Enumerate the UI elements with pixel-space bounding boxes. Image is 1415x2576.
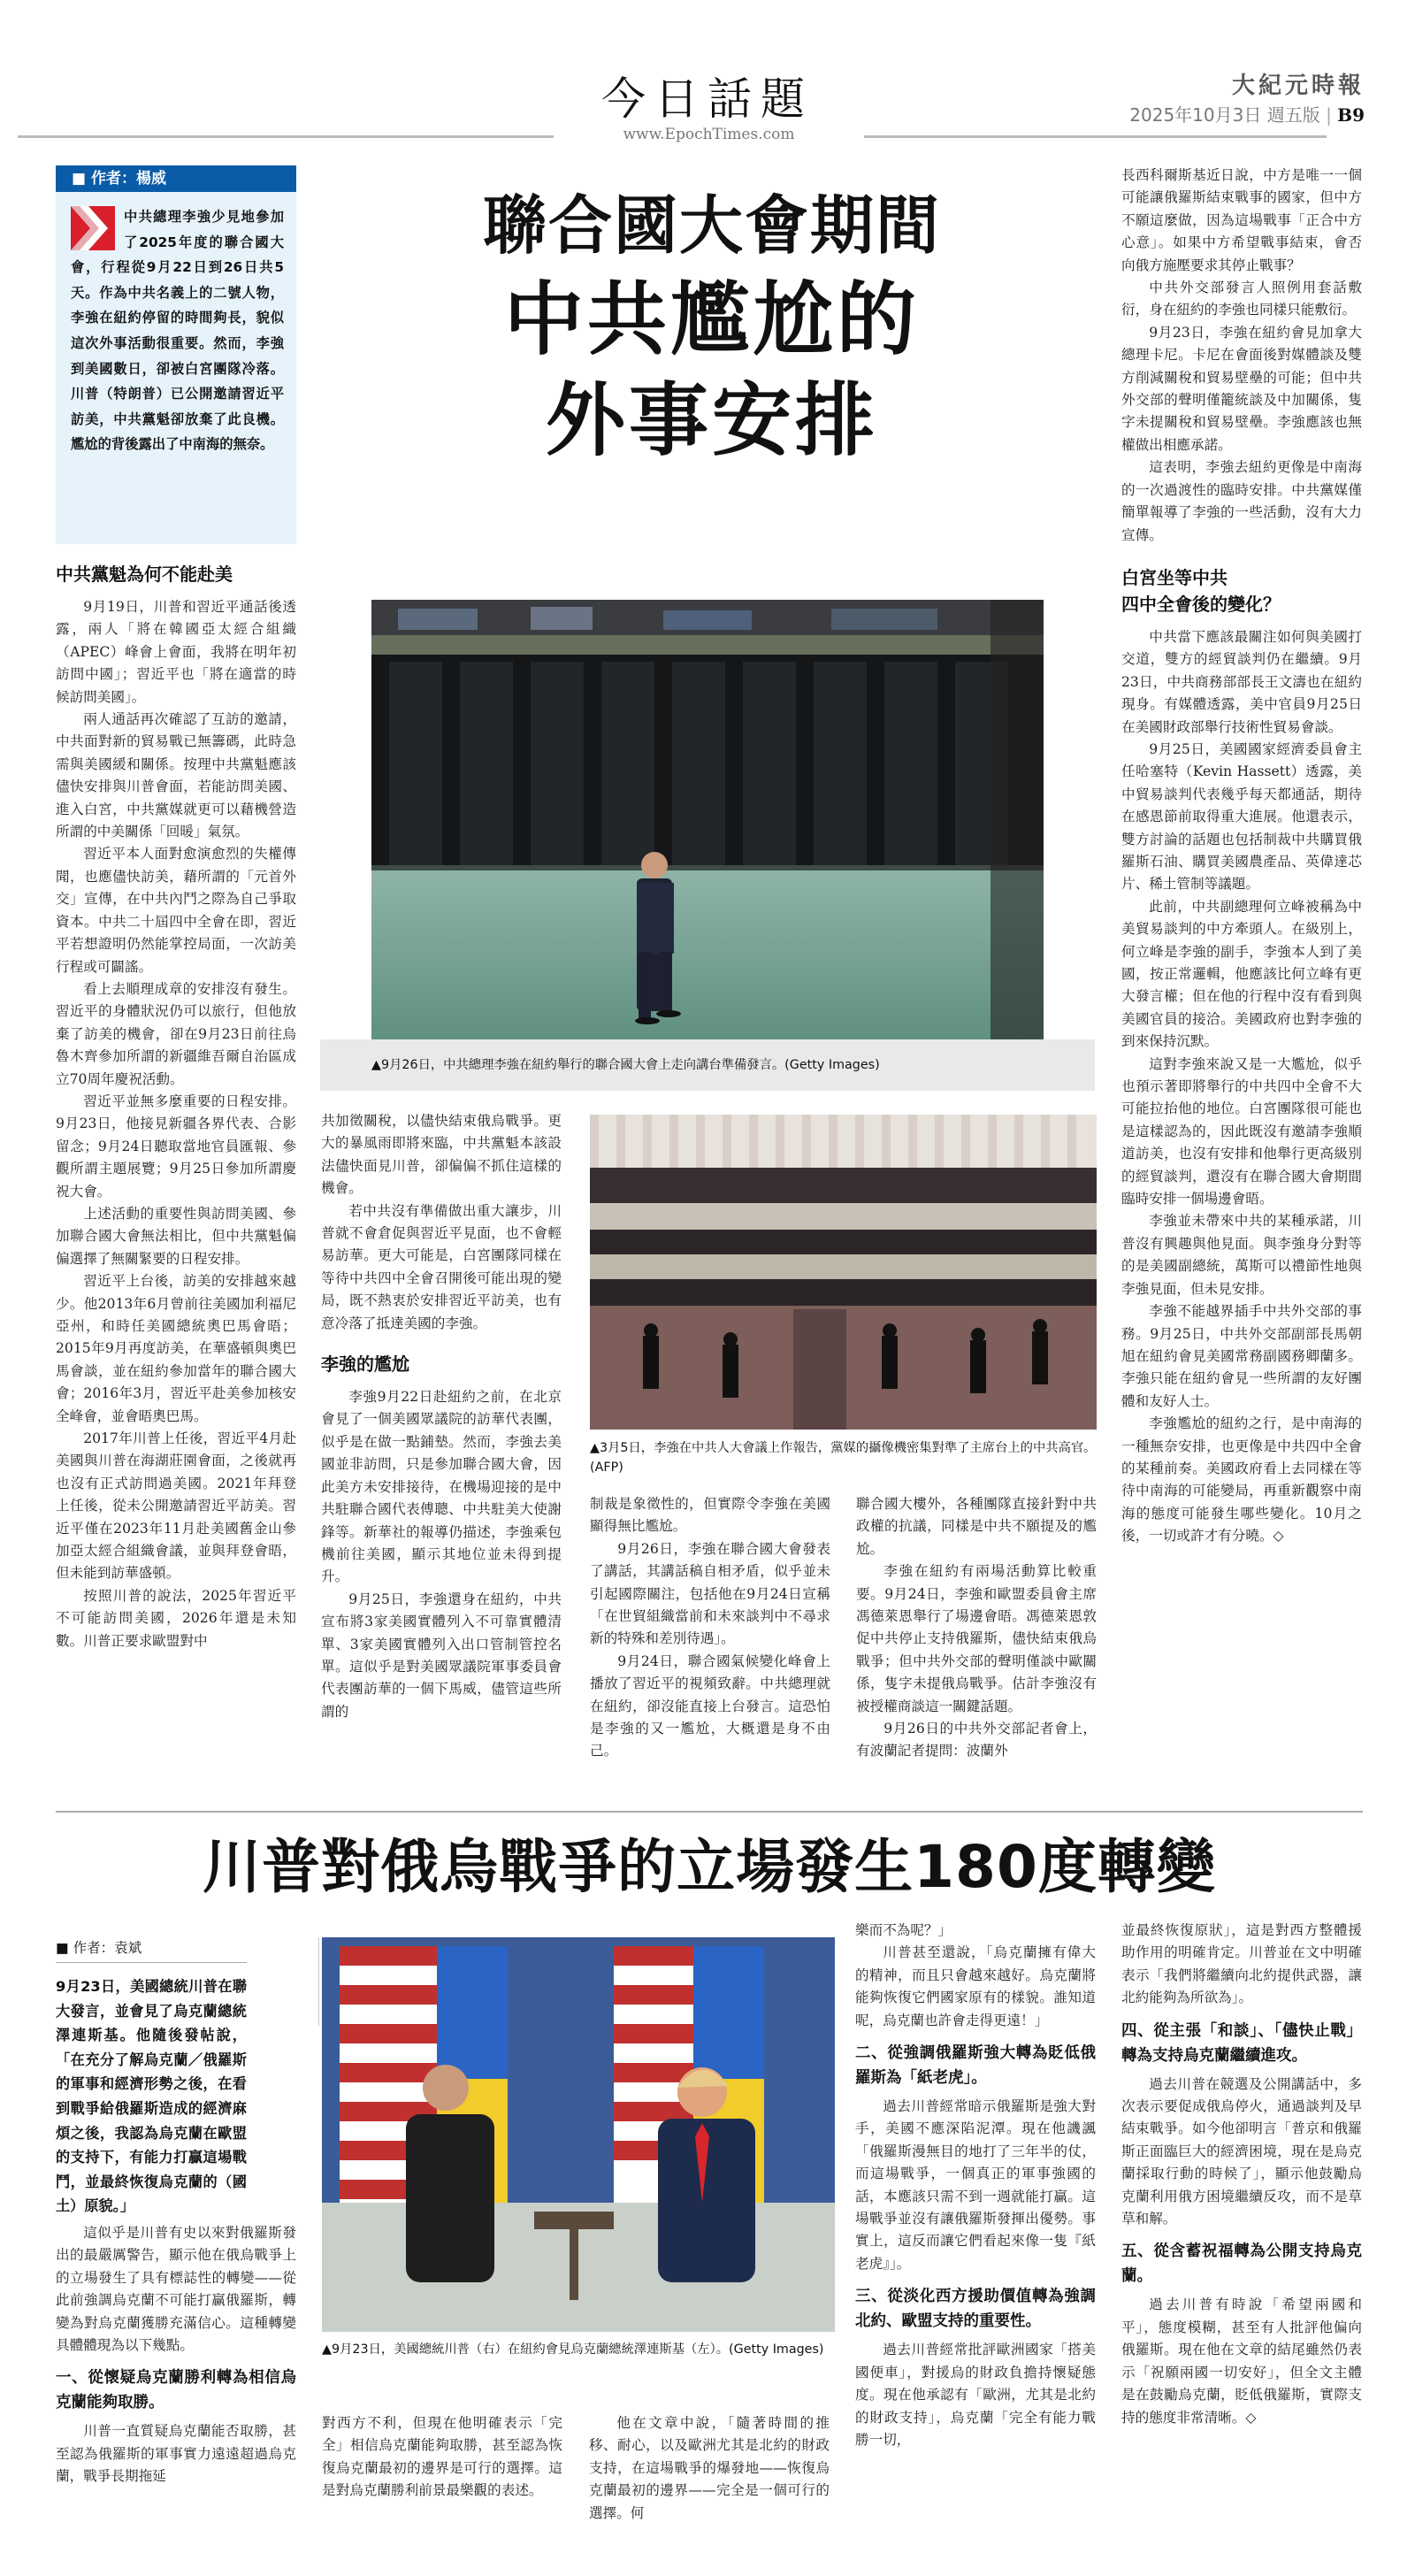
- paragraph: 9月24日，聯合國氣候變化峰會上播放了習近平的視頻致辭。中共總理就在紐約，卻沒能直接上台發言。這恐怕是李強的又一尷尬，大概還是身不由己。: [590, 1652, 830, 1760]
- article1-column-1: [56, 548, 296, 1652]
- separator: |: [1326, 104, 1332, 126]
- section-heading: 中共黨魁為何不能赴美: [56, 564, 233, 585]
- summary-text: [56, 192, 296, 457]
- article2-lede: 9月23日，美國總統川普在聯大發言，並會見了烏克蘭總統澤連斯基。他隨後發帖說，「在充分了解烏克蘭／俄羅斯的軍事和經濟形勢之後，在看到戰爭給俄羅斯造成的經濟麻煩之後，我認為烏克蘭在歐盟的支持下，有能力打贏這場戰鬥，並最終恢復烏克蘭的（國土）原貌。」: [56, 1978, 247, 2215]
- paragraph: 中共當下應該最關注如何與美國打交道，雙方的經貿談判仍在繼續。9月23日，中共商務部部長王文濤也在紐約現身。有媒體透露，美中官員9月25日在美國財政部舉行技術性貿易會談。: [1121, 628, 1362, 735]
- paragraph: 9月25日，美國國家經濟委員會主任哈塞特（Kevin Hassett）透露，美中貿易談判代表幾乎每天都通話，期待在感恩節前取得重大進展。他還表示，雙方討論的話題也包括制裁中共購買俄羅斯石油、購買美國農產品、英偉達芯片、稀土管制等議題。: [1121, 740, 1362, 893]
- paragraph: 川普甚至還說，「烏克蘭擁有偉大的精神，而且只會越來越好。烏克蘭將能夠恢復它們國家原有的樣貌。誰知道呢，烏克蘭也許會走得更遠！」: [855, 1944, 1096, 2028]
- section-heading: [1121, 564, 1362, 617]
- paragraph: 過去川普經常暗示俄羅斯是強大對手，美國不應深陷泥潭。現在他譏諷「俄羅斯漫無目的地打了三年半的仗，而這場戰爭，一個真正的軍事強國的話，本應該只需不到一週就能打贏。這場戰爭並沒有讓俄羅斯發揮出優勢。事實上，這反而讓它們看起來像一隻『紙老虎』」。: [855, 2098, 1096, 2272]
- paragraph: 李強在紐約有兩場活動算比較重要。9月24日，李強和歐盟委員會主席馮德萊恩舉行了場邊會晤。馮德萊恩敦促中共停止支持俄羅斯，儘快結束俄烏戰爭；但中共外交部的聲明僅談中歐關係，隻字未提俄烏戰爭。估計李強沒有被授權商談這一關鍵話題。: [856, 1563, 1097, 1714]
- section-heading: 李強的尷尬: [321, 1353, 409, 1376]
- heading-line: 四中全會後的變化？: [1121, 593, 1281, 615]
- paragraph: 川普一直質疑烏克蘭能否取勝，甚至認為俄羅斯的軍事實力遠遠超過烏克蘭，戰爭長期拖延: [56, 2423, 296, 2485]
- paragraph: 過去川普有時說「希望兩國和平」，態度模糊，甚至有人批評他偏向俄羅斯。現在他在文章的結尾雖然仍表示「祝願兩國一切安好」，但全文主體是在鼓勵烏克蘭，貶低俄羅斯，實際支持的態度非常清晰。◇: [1121, 2296, 1362, 2426]
- paragraph: 若中共沒有準備做出重大讓步，川普就不會倉促與習近平見面，也不會輕易訪華。更大可能是，白宮團隊同樣在等待中共四中全會召開後可能出現的變局，既不熱衷於安排習近平訪美，也有意冷落了抵達美國的李強。: [321, 1202, 562, 1331]
- article1-column-4: [856, 1493, 1097, 1763]
- subheading: 二、從強調俄羅斯強大轉為貶低俄羅斯為「紙老虎」。: [855, 2044, 1096, 2088]
- photo-caption-2: ▲3月5日，李強在中共人大會議上作報告，黨媒的攝像機密集對準了主席台上的中共高官。(AFP): [590, 1441, 1097, 1475]
- masthead: [0, 0, 1415, 159]
- article2-column-4: [855, 1920, 1096, 2451]
- byline: ■ 作者：袁斌: [56, 1937, 247, 1963]
- paragraph: 並最終恢復原狀」，這是對西方整體援助作用的明確肯定。川普並在文中明確表示「我們將繼續向北約提供武器，讓北約能夠為所欲為」。: [1121, 1922, 1362, 2006]
- heading-line: 白宮坐等中共: [1121, 566, 1228, 588]
- column-rule: [318, 1937, 319, 2026]
- article-divider: [56, 1811, 1363, 1813]
- subheading: 三、從淡化西方援助價值轉為強調北約、歐盟支持的重要性。: [855, 2288, 1096, 2331]
- paragraph: 李強尷尬的紐約之行，是中南海的一種無奈安排，也更像是中共四中全會的某種前奏。美國政府看上去同樣在等待中南海的可能變局，再重新觀察中南海的態度可能發生哪些變化。10月之後，一切或許才有分曉。◇: [1121, 1415, 1362, 1545]
- headline-line-3: 外事安排: [546, 374, 878, 467]
- paragraph: 兩人通話再次確認了互訪的邀請，中共面對新的貿易戰已無籌碼，此時急需與美國緩和關係。按理中共黨魁應該儘快安排與川普會面，若能訪問美國、進入白宮，中共黨媒就更可以藉機營造所謂的中美關係「回暖」氣氛。: [56, 711, 296, 840]
- paper-logo: 大紀元時報: [1231, 73, 1365, 99]
- article1-column-3: [590, 1493, 830, 1763]
- paragraph: 制裁是象徵性的，但實際令李強在美國顯得無比尷尬。: [590, 1496, 830, 1535]
- paragraph: 這似乎是川普有史以來對俄羅斯發出的最嚴厲警告，顯示他在俄烏戰爭上的立場發生了具有標誌性的轉變——從此前強調烏克蘭不可能打贏俄羅斯，轉變為對烏克蘭獲勝充滿信心。這種轉變具體體現為以下幾點。: [56, 2225, 296, 2354]
- paragraph: 看上去順理成章的安排沒有發生。習近平的身體狀況仍可以旅行，但他放棄了訪美的機會，卻在9月23日前往烏魯木齊參加所謂的新疆維吾爾自治區成立70周年慶祝活動。: [56, 980, 296, 1087]
- article1-column-2: [321, 1110, 562, 1723]
- paragraph: 過去川普經常批評歐洲國家「搭美國便車」，對援烏的財政負擔持懷疑態度。現在他承認有「歐洲，尤其是北約的財政支持」，烏克蘭「完全有能力戰勝一切，: [855, 2342, 1096, 2448]
- paragraph: 2017年川普上任後，習近平4月赴美國與川普在海湖莊園會面，之後就再也沒有正式訪問過美國。2021年拜登上任後，從未公開邀請習近平訪美。習近平僅在2023年11月赴美國舊金山參加亞太經合組織會議，並與拜登會晤，但未能到訪華盛頓。: [56, 1430, 296, 1582]
- section-title: 今日話題: [601, 73, 814, 125]
- header-rule-left: [18, 135, 554, 138]
- photo-trump-zelensky: [322, 1937, 835, 2332]
- website-link[interactable]: www.EpochTimes.com: [623, 126, 795, 143]
- subheading: 五、從含蓄祝福轉為公開支持烏克蘭。: [1121, 2242, 1362, 2286]
- paragraph: 李強9月22日赴紐約之前，在北京會見了一個美國眾議院的訪華代表團，似乎是在做一點鋪墊。然而，李強去美國並非訪問，只是參加聯合國大會，因此美方未安排接待，在機場迎接的是中共駐聯合國代表傅聰、中共駐美大使謝鋒等。新華社的報導仍描述，李強乘包機前往美國，顯示其地位並未得到提升。: [321, 1389, 562, 1585]
- summary-paragraph: 中共總理李強少見地參加了2025年度的聯合國大會，行程從9月22日到26日共5天。作為中共名義上的二號人物，李強在紐約停留的時間夠長，貌似這次外事活動很重要。然而，李強到美國數日，卻被白宮團隊冷落。川普（特朗普）已公開邀請習近平訪美，中共黨魁卻放棄了此良機。尷尬的背後露出了中南海的無奈。: [71, 209, 284, 453]
- headline-line-1: 聯合國大會期間: [482, 188, 941, 263]
- paragraph: 對西方不利，但現在他明確表示「完全」相信烏克蘭能夠取勝，甚至認為恢復烏克蘭最初的邊界是可行的選擇。這是對烏克蘭勝利前景最樂觀的表述。: [322, 2415, 562, 2499]
- npc-session-image: [590, 1115, 1097, 1430]
- paragraph: 9月25日，李強還身在紐約，中共宣布將3家美國實體列入不可靠實體清單、3家美國實體列入出口管制管控名單。這似乎是對美國眾議院軍事委員會代表團訪華的一個下馬威，儘管這些所謂的: [321, 1591, 562, 1720]
- paragraph: 共加徵關稅，以儘快結束俄烏戰爭。更大的暴風雨即將來臨，中共黨魁本該設法儘快面見川普，卻偏偏不抓住這樣的機會。: [321, 1113, 562, 1197]
- trump-zelensky-image: [322, 1937, 835, 2332]
- paragraph: 這表明，李強去紐約更像是中南海的一次過渡性的臨時安排。中共黨媒僅簡單報導了李強的一些活動，沒有大力宣傳。: [1121, 459, 1362, 543]
- article2-column-2: [322, 2412, 562, 2503]
- subheading: 四、從主張「和談」、「儘快止戰」轉為支持烏克蘭繼續進攻。: [1121, 2021, 1362, 2065]
- paragraph: 這對李強來說又是一大尷尬，似乎也預示著即將舉行的中共四中全會不大可能拉抬他的地位。白宮團隊很可能也是這樣認為的，因此既沒有邀請李強順道訪美，也沒有安排和他舉行更高級別的經貿談判，還沒有在聯合國大會期間臨時安排一個場邊會晤。: [1121, 1055, 1362, 1208]
- paragraph: 中共外交部發言人照例用套話敷衍，身在紐約的李強也同樣只能敷衍。: [1121, 280, 1362, 318]
- un-assembly-image: [371, 600, 1044, 1042]
- subheading: 一、從懷疑烏克蘭勝利轉為相信烏克蘭能夠取勝。: [56, 2369, 296, 2412]
- paragraph: 上述活動的重要性與訪問美國、參加聯合國大會無法相比，但中共黨魁偏偏選擇了無關緊要的日程安排。: [56, 1205, 296, 1267]
- paragraph: 聯合國大樓外，各種團隊直接針對中共政權的抗議，同樣是中共不願提及的尷尬。: [856, 1496, 1097, 1557]
- paragraph: 9月26日的中共外交部記者會上，有波蘭記者提問：波蘭外: [856, 1721, 1097, 1760]
- paragraph: 按照川普的說法，2025年習近平不可能訪問美國，2026年還是未知數。川普正要求歐盟對中: [56, 1587, 296, 1649]
- article2-headline: 川普對俄烏戰爭的立場發生180度轉變: [203, 1833, 1216, 1901]
- header-rule-right: [864, 135, 1327, 138]
- paragraph: 李強並未帶來中共的某種承諾，川普沒有興趣與他見面。與李強身分對等的是美國副總統，萬斯可以禮節性地與李強見面，但未見安排。: [1121, 1213, 1362, 1297]
- byline: ■ 作者：楊威: [56, 165, 296, 192]
- date-edition: 2025年10月3日 週五版: [1129, 104, 1320, 126]
- photo-caption-3: ▲9月23日，美國總統川普（右）在紐約會見烏克蘭總統澤連斯基（左）。(Getty Images): [322, 2342, 824, 2357]
- photo-un-assembly: [371, 600, 1044, 1042]
- article2-column-5: [1121, 1920, 1362, 2429]
- headline-line-2: 中共尷尬的: [504, 273, 920, 366]
- paragraph: 長西科爾斯基近日說，中方是唯一一個可能讓俄羅斯結束戰事的國家，但中方不願這麼做，因為這場戰事「正合中方心意」。如果中方希望戰事結束，會否向俄方施壓要求其停止戰事？: [1121, 167, 1362, 273]
- paragraph: 李強不能越界插手中共外交部的事務。9月25日，中共外交部副部長馬朝旭在紐約會見美國常務副國務卿蘭多。李強只能在紐約會見一些所謂的友好團體和友好人士。: [1121, 1303, 1362, 1409]
- page-number: B9: [1337, 104, 1365, 126]
- paragraph: 此前，中共副總理何立峰被稱為中美貿易談判的中方牽頭人。在級別上，何立峰是李強的副手，李強本人到了美國，按正常邏輯，他應該比何立峰有更大發言權；但在他的行程中沒有看到與美國官員的接洽。美國政府也對李強的到來保持沉默。: [1121, 898, 1362, 1050]
- article2-column-3: [589, 2412, 830, 2525]
- paragraph: 習近平本人面對愈演愈烈的失權傳聞，也應儘快訪美，藉所謂的「元首外交」宣傳，在中共內鬥之際為自己爭取資本。中共二十屆四中全會在即，習近平若想證明仍然能掌控局面，一次訪美行程或可闢謠。: [56, 846, 296, 975]
- paragraph: 9月26日，李強在聯合國大會發表了講話，其講話稿自相矛盾，似乎並未引起國際關注，包括他在9月24日宣稱「在世貿組織當前和未來談判中不尋求新的特殊和差別待遇」。: [590, 1540, 830, 1647]
- paragraph: 習近平並無多麼重要的日程安排。9月23日，他接見新疆各界代表、合影留念；9月24日聽取當地官員匯報、參觀所謂主題展覽；9月25日參加所謂慶祝大會。: [56, 1092, 296, 1200]
- paragraph: 他在文章中說，「隨著時間的推移、耐心，以及歐洲尤其是北約的財政支持，在這場戰爭的爆發地——恢復烏克蘭最初的邊界——完全是一個可行的選擇。何: [589, 2415, 830, 2521]
- photo-npc-session: [590, 1115, 1097, 1430]
- paragraph: 習近平上台後，訪美的安排越來越少。他2013年6月曾前往美國加利福尼亞州，和時任美國總統奧巴馬會晤；2015年9月再度訪美，在華盛頓與奧巴馬會談，並在紐約參加當年的聯合國大會；2016年3月，習近平赴美參加核安全峰會，並會晤奧巴馬。: [56, 1273, 296, 1424]
- photo-caption-1: ▲9月26日，中共總理李強在紐約舉行的聯合國大會上走向講台準備發言。(Getty Images): [371, 1058, 880, 1072]
- article1-column-5: [1121, 165, 1362, 1548]
- paragraph: 樂而不為呢？」: [855, 1922, 952, 1938]
- paragraph: 9月23日，李強在紐約會見加拿大總理卡尼。卡尼在會面後對媒體談及雙方削減關稅和貿易壁壘的可能；但中共外交部的聲明僅籠統談及中加關係，隻字未提關稅和貿易壁壘。李強應該也無權做出相應承諾。: [1121, 324, 1362, 453]
- chevron-icon: [71, 206, 115, 250]
- article-headline: [318, 181, 1105, 472]
- paragraph: 9月19日，川普和習近平通話後透露，兩人「將在韓國亞太經合組織（APEC）峰會上會面，我將在明年初訪問中國」；習近平也「將在適當的時候訪問美國」。: [56, 599, 296, 705]
- paragraph: 過去川普在競選及公開講話中，多次表示要促成俄烏停火，通過談判及早結束戰爭。如今他卻明言「普京和俄羅斯正面臨巨大的經濟困境，現在是烏克蘭採取行動的時候了」，顯示他鼓勵烏克蘭利用俄方困境繼續反攻，而不是草草和解。: [1121, 2075, 1362, 2227]
- article2-column-1: [56, 2222, 296, 2488]
- summary-box: [56, 165, 296, 544]
- publication-date: [1129, 101, 1365, 126]
